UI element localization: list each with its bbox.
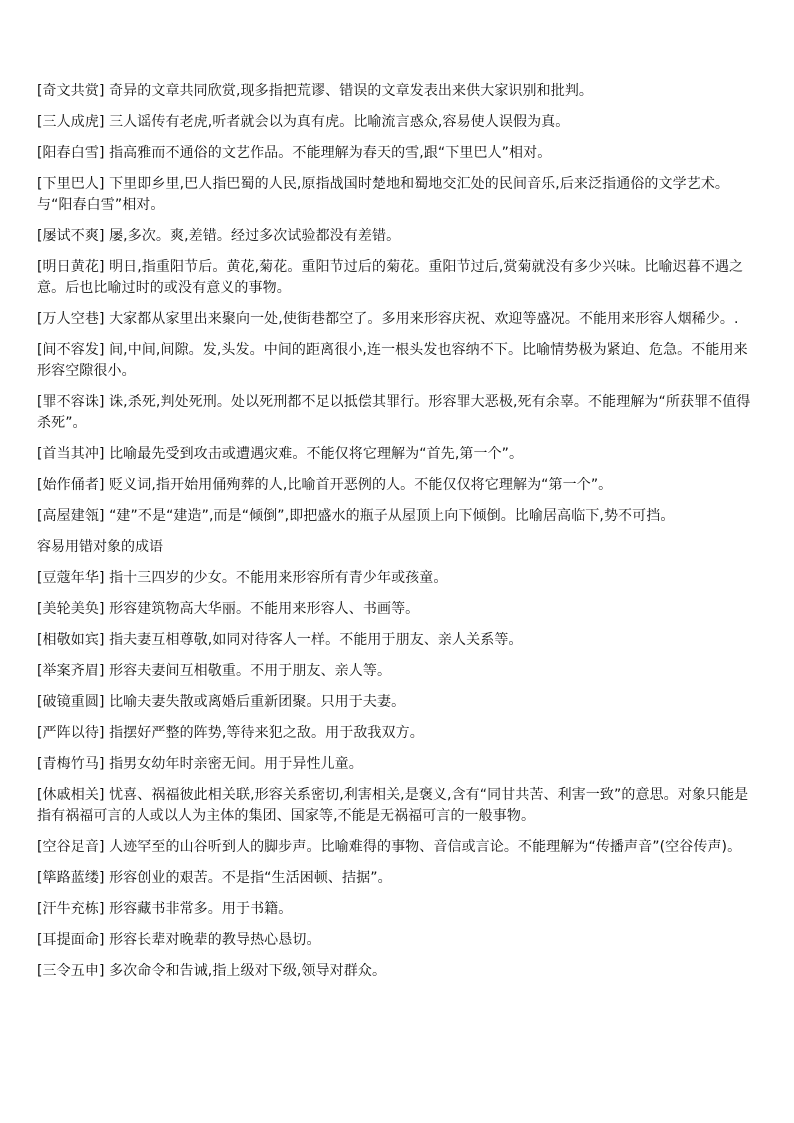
idiom-entry-xialibaren: [下里巴人] 下里即乡里,巴人指巴蜀的人民,原指战国时楚地和蜀地交汇处的民间音乐,后来泛指通俗的文学艺术。与“阳春白雪”相对。 xyxy=(37,176,730,213)
idiom-entry-qiwengongshang: [奇文共赏] 奇异的文章共同欣赏,现多指把荒谬、错误的文章发表出来供大家识别和批判。 xyxy=(37,83,594,99)
idiom-entry-doukounianhua: [豆蔻年华] 指十三四岁的少女。不能用来形容所有青少年或孩童。 xyxy=(37,570,448,586)
idiom-entry-ertimianming: [耳提面命] 形容长辈对晚辈的教导热心恳切。 xyxy=(37,932,321,948)
idiom-entry-hanniuchongdong: [汗牛充栋] 形容藏书非常多。用于书籍。 xyxy=(37,901,293,917)
idiom-entry-konggu-zuyin: [空谷足音] 人迹罕至的山谷听到人的脚步声。比喻难得的事物、音信或言论。不能理解为“传播声音”(空谷传声)。 xyxy=(37,839,742,855)
idiom-entry-xiangjingrubin: [相敬如宾] 指夫妻互相尊敬,如同对待客人一样。不能用于朋友、亲人关系等。 xyxy=(37,632,523,648)
idiom-entry-shizuoyongzhe: [始作俑者] 贬义词,指开始用俑殉葬的人,比喻首开恶例的人。不能仅仅将它理解为“第一个”。 xyxy=(37,477,613,493)
idiom-entry-biluolanlv: [筚路蓝缕] 形容创业的艰苦。不是指“生活困顿、拮据”。 xyxy=(37,870,392,886)
idiom-list xyxy=(37,81,759,992)
idiom-entry-sanrenchenghu: [三人成虎] 三人谣传有老虎,听者就会以为真有虎。比喻流言惑众,容易使人误假为真。 xyxy=(37,114,570,130)
idiom-entry-sanlingwushen: [三令五申] 多次命令和告诫,指上级对下级,领导对群众。 xyxy=(37,963,387,979)
idiom-entry-pojingchongyuan: [破镜重圆] 比喻夫妻失散或离婚后重新团聚。只用于夫妻。 xyxy=(37,694,406,710)
idiom-entry-shoudangqichong: [首当其冲] 比喻最先受到攻击或遭遇灾难。不能仅将它理解为“首先,第一个”。 xyxy=(37,446,524,462)
idiom-entry-mingrihuanghua: [明日黄花] 明日,指重阳节后。黄花,菊花。重阳节过后的菊花。重阳节过后,赏菊就没有多少兴味。比喻迟暮不遇之意。后也比喻过时的或没有意义的事物。 xyxy=(37,259,744,296)
idiom-entry-meilunmeihuan: [美轮美奂] 形容建筑物高大华丽。不能用来形容人、书画等。 xyxy=(37,601,420,617)
idiom-entry-juanqimei: [举案齐眉] 形容夫妻间互相敬重。不用于朋友、亲人等。 xyxy=(37,663,392,679)
idiom-entry-wanrenkongxiang: [万人空巷] 大家都从家里出来聚向一处,使街巷都空了。多用来形容庆祝、欢迎等盛况。不能用来形容人烟稀少。. xyxy=(37,311,739,327)
idiom-entry-jianburongfa: [间不容发] 间,中间,间隙。发,头发。中间的距离很小,连一根头发也容纳不下。比喻情势极为紧迫、危急。不能用来形容空隙很小。 xyxy=(37,342,748,379)
idiom-entry-yanzhenyidai: [严阵以待] 指摆好严整的阵势,等待来犯之敌。用于敌我双方。 xyxy=(37,725,424,741)
idiom-entry-qingmeizhuma: [青梅竹马] 指男女幼年时亲密无间。用于异性儿童。 xyxy=(37,756,363,772)
section-heading: 容易用错对象的成语 xyxy=(37,539,163,555)
idiom-entry-zuiburongzhu: [罪不容诛] 诛,杀死,判处死刑。处以死刑都不足以抵偿其罪行。形容罪大恶极,死有余辜。不能理解为“所获罪不值得杀死”。 xyxy=(37,394,751,431)
idiom-entry-yangchunbaixue: [阳春白雪] 指高雅而不通俗的文艺作品。不能理解为春天的雪,跟“下里巴人”相对。 xyxy=(37,145,552,161)
idiom-entry-lvshibushuang: [屡试不爽] 屡,多次。爽,差错。经过多次试验都没有差错。 xyxy=(37,228,401,244)
idiom-entry-gaowujianling: [高屋建瓴] “建”不是“建造”,而是“倾倒”,即把盛水的瓶子从屋顶上向下倾倒。比喻居高临下,势不可挡。 xyxy=(37,508,675,524)
idiom-entry-xiuqixiangguan: [休戚相关] 忧喜、祸福彼此相关联,形容关系密切,利害相关,是褒义,含有“同甘共苦、利害一致”的意思。对象只能是指有祸福可言的人或以人为主体的集团、国家等,不能是无祸福可言的一般事物。 xyxy=(37,787,749,824)
